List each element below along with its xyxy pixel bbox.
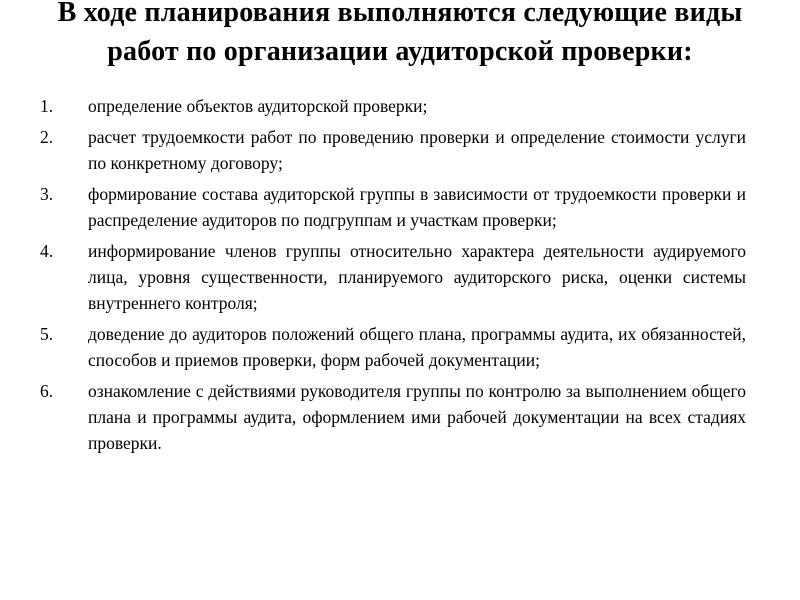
- list-item-number: 3.: [40, 184, 54, 205]
- list-item-text: определение объектов аудиторской проверки;: [88, 96, 428, 117]
- list-item-number: 4.: [40, 241, 54, 262]
- list-item: [40, 321, 746, 373]
- list-item: [40, 124, 746, 176]
- list-item-text: информирование членов группы относительно характера деятельности аудируемого лица, уровня существенности, планируемого аудиторского риска, оценки системы внутреннего контроля;: [88, 241, 746, 314]
- slide-title: В ходе планирования выполняются следующие виды работ по организации аудиторской проверки:: [57, 0, 743, 67]
- list-item: [40, 238, 746, 316]
- list-item-number: 2.: [40, 127, 54, 148]
- list-item: [40, 181, 746, 233]
- list-item-number: 1.: [40, 96, 54, 117]
- list-item-text: расчет трудоемкости работ по проведению проверки и определение стоимости услуги по конкретному договору;: [88, 127, 746, 174]
- list-item-number: 6.: [40, 381, 54, 402]
- list-item-text: ознакомление с действиями руководителя группы по контролю за выполнением общего плана и программы аудита, оформлением ими рабочей документации на всех стадиях проверки.: [88, 381, 746, 454]
- list-item: [40, 93, 746, 119]
- list-item-text: формирование состава аудиторской группы в зависимости от трудоемкости проверки и распределение аудиторов по подгруппам и участкам проверки;: [88, 184, 746, 231]
- numbered-list: [0, 93, 800, 456]
- list-item-number: 5.: [40, 324, 54, 345]
- list-item-text: доведение до аудиторов положений общего плана, программы аудита, их обязанностей, способов и приемов проверки, форм рабочей документации;: [88, 324, 746, 371]
- list-item: [40, 378, 746, 456]
